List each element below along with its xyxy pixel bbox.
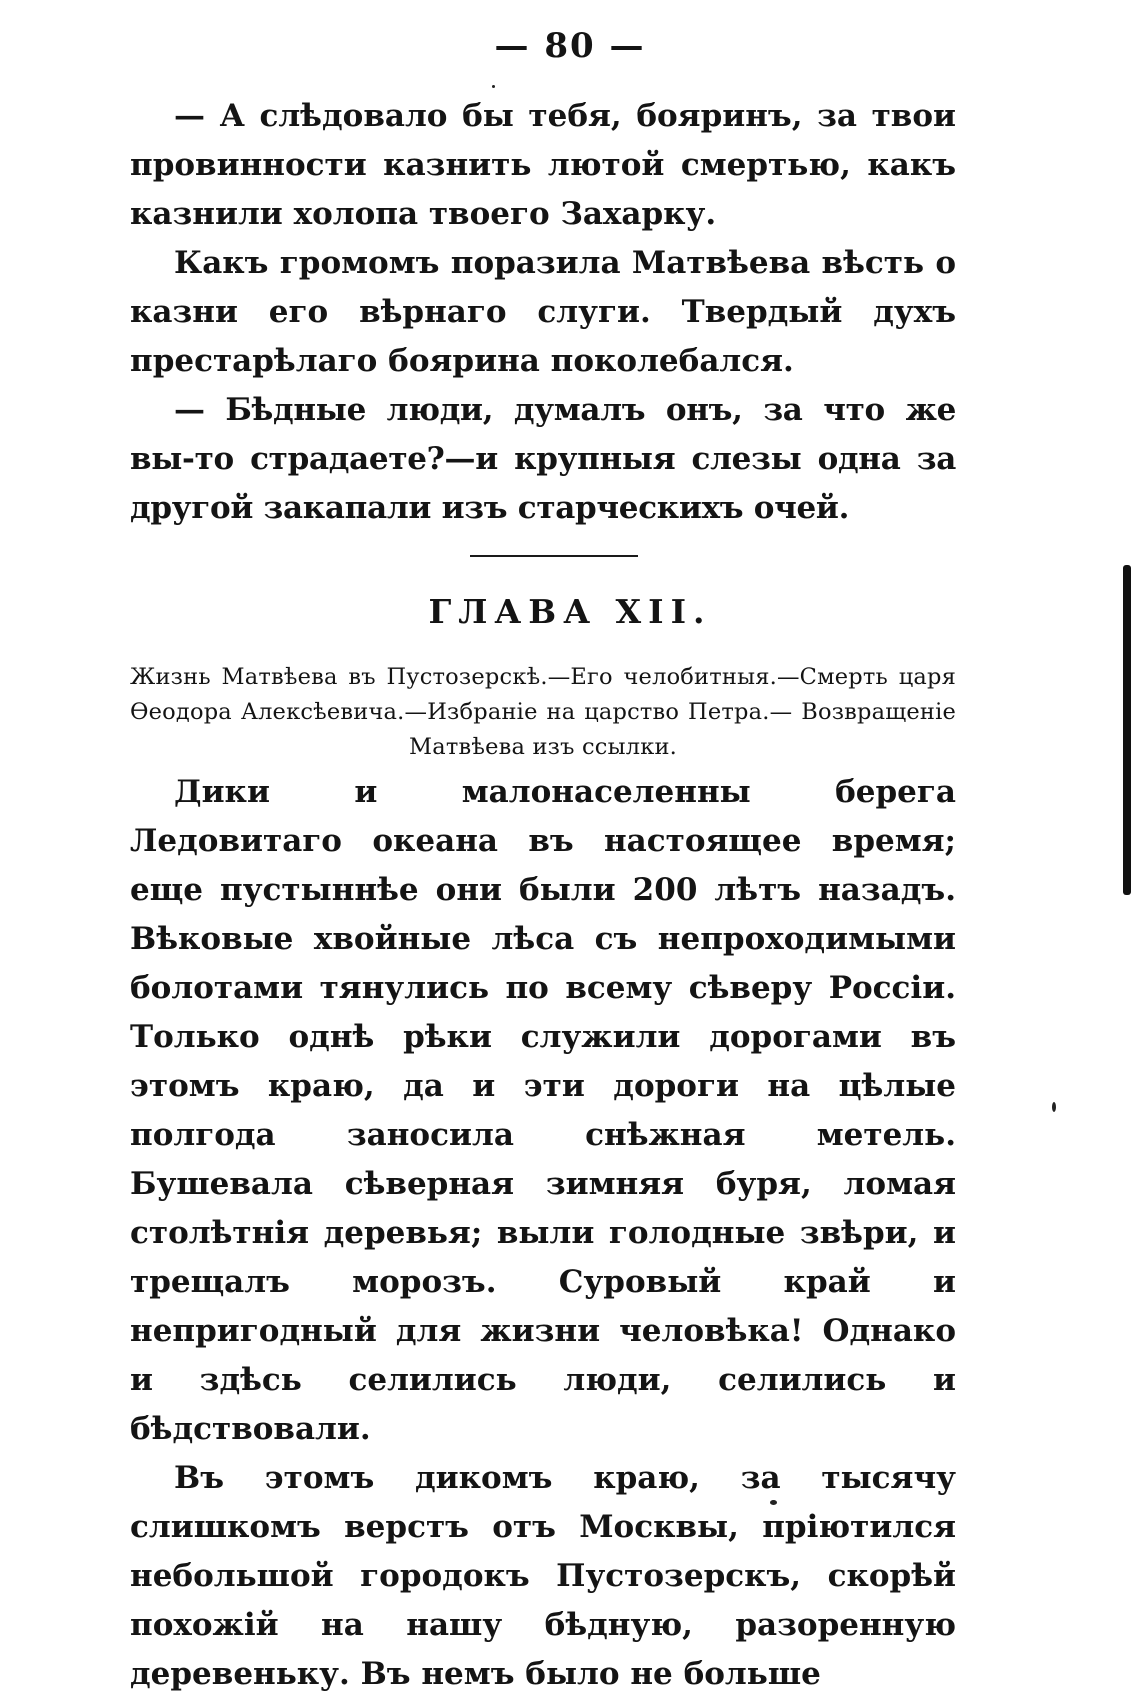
paragraph: Дики и малонаселенны берега Ледовитаго океана въ настоящее время; еще пустыннѣе они были 200 лѣтъ назадъ. Вѣковые хвойные лѣса съ непроходимыми болотами тянулись по всему сѣверу Россіи. Только однѣ рѣки служили дорогами въ этомъ краю, да и эти дороги на цѣлые полгода заносила снѣжная метель. Бушевала сѣверная зимняя буря, ломая столѣтнія деревья; выли голодные звѣри, и трещалъ морозъ. Суровый край и непригодный для жизни человѣка! Однако и здѣсь селились люди, селились и бѣдствовали. [130, 774, 956, 1447]
top-text-section [130, 92, 956, 533]
paragraph: — А слѣдовало бы тебя, бояринъ, за твои провинности казнить лютой смертью, какъ казнили холопа твоего Захарку. [130, 98, 956, 232]
chapter-body [130, 768, 956, 1699]
page-number: — 80 — [494, 26, 646, 66]
section-divider [470, 555, 638, 557]
chapter-heading: ГЛАВА XII. [428, 592, 712, 631]
paragraph: Какъ громомъ поразила Матвѣева вѣсть о казни его вѣрнаго слуги. Твердый духъ престарѣлаго боярина поколебался. [130, 245, 956, 379]
paragraph: — Бѣдные люди, думалъ онъ, за что же вы-то страдаете?—и крупныя слезы одна за другой закапали изъ старческихъ очей. [130, 392, 956, 526]
chapter-summary: Жизнь Матвѣева въ Пустозерскѣ.—Его челобитныя.—Смерть царя Өеодора Алексѣевича.—Избраніе на царство Петра.— Возвращеніе Матвѣева изъ ссылки. [130, 664, 956, 760]
scan-speck [770, 1500, 777, 1505]
scan-speck [1052, 1102, 1056, 1112]
scan-edge-mark [1123, 565, 1131, 895]
paragraph: Въ этомъ дикомъ краю, за тысячу слишкомъ верстъ отъ Москвы, пріютился небольшой городокъ Пустозерскъ, скорѣй похожій на нашу бѣдную, разоренную деревеньку. Въ немъ было не больше [130, 1460, 956, 1692]
scan-speck [492, 85, 495, 88]
